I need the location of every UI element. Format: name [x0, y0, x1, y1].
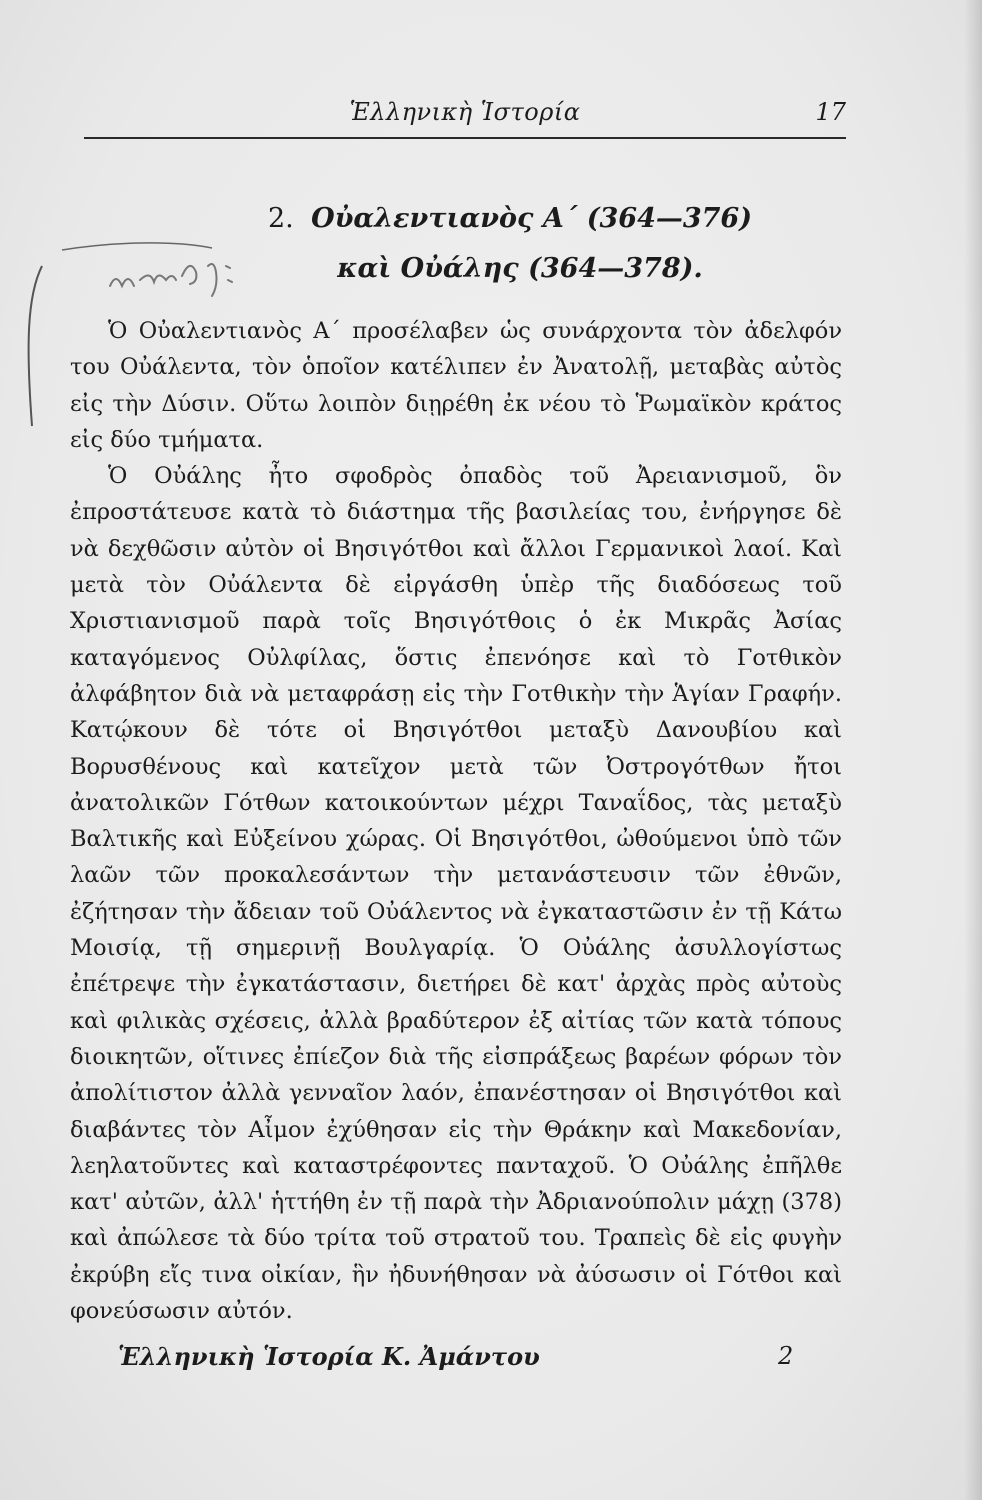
section-heading-line-1: [60, 203, 920, 234]
section-heading-line-2: [60, 253, 920, 284]
footer-sheet-number: 2: [778, 1342, 794, 1370]
section-number: 2.: [268, 203, 294, 234]
running-head: [84, 98, 846, 134]
section-title-line-1: Οὐαλεντιανὸς Α΄ (364—376): [311, 203, 752, 234]
paragraph: Ὁ Οὐάλης ἦτο σφοδρὸς ὀπαδὸς τοῦ Ἀρειανισμοῦ, ὃν ἐπροστάτευσε κατὰ τὸ διάστημα τῆς βασιλείας του, ἐνήργησε δὲ νὰ δεχθῶσιν αὐτὸν οἱ Βησιγότθοι καὶ ἄλλοι Γερμανικοὶ λαοί. Καὶ μετὰ τὸν Οὐάλεντα δὲ εἰργάσθη ὑπὲρ τῆς διαδόσεως τοῦ Χριστιανισμοῦ παρὰ τοῖς Βησιγότθοις ὁ ἐκ Μικρᾶς Ἀσίας καταγόμενος Οὐλφίλας, ὅστις ἐπενόησε καὶ τὸ Γοτθικὸν ἀλφάβητον διὰ νὰ μεταφράσῃ εἰς τὴν Γοτθικὴν τὴν Ἁγίαν Γραφήν. Κατῴκουν δὲ τότε οἱ Βησιγότθοι μεταξὺ Δανουβίου καὶ Βορυσθένους καὶ κατεῖχον μετὰ τῶν Ὀστρογότθων ἤτοι ἀνατολικῶν Γότθων κατοικούντων μέχρι Ταναΐδος, τὰς μεταξὺ Βαλτικῆς καὶ Εὐξείνου χώρας. Οἱ Βησιγότθοι, ὠθούμενοι ὑπὸ τῶν λαῶν τῶν προκαλεσάντων τὴν μετανάστευσιν τῶν ἐθνῶν, ἐζήτησαν τὴν ἄδειαν τοῦ Οὐάλεντος νὰ ἐγκαταστῶσιν ἐν τῇ Κάτω Μοισίᾳ, τῇ σημερινῇ Βουλγαρίᾳ. Ὁ Οὐάλης ἀσυλλογίστως ἐπέτρεψε τὴν ἐγκατάστασιν, διετήρει δὲ κατ' ἀρχὰς πρὸς αὐτοὺς καὶ φιλικὰς σχέσεις, ἀλλὰ βραδύτερον ἐξ αἰτίας τῶν κατὰ τόπους διοικητῶν, οἵτινες ἐπίεζον διὰ τῆς εἰσπράξεως βαρέων φόρων τὸν ἀπολίτιστον ἀλλὰ γενναῖον λαόν, ἐπανέστησαν οἱ Βησιγότθοι καὶ διαβάντες τὸν Αἶμον ἐχύθησαν εἰς τὴν Θράκην καὶ Μακεδονίαν, λεηλατοῦντες καὶ καταστρέφοντες πανταχοῦ. Ὁ Οὐάλης ἐπῆλθε κατ' αὐτῶν, ἀλλ' ἡττήθη ἐν τῇ παρὰ τὴν Ἀδριανούπολιν μάχῃ (378) καὶ ἀπώλεσε τὰ δύο τρίτα τοῦ στρατοῦ του. Τραπεὶς δὲ εἰς φυγὴν ἐκρύβη εἴς τινα οἰκίαν, ἣν ἠδυνήθησαν νὰ ἀύσωσιν οἱ Γότθοι καὶ φονεύσωσιν αὐτόν.: [70, 463, 842, 1325]
page-edge-shadow: [964, 0, 982, 1500]
header-rule: [84, 137, 846, 139]
body-text: [70, 313, 842, 1329]
page-number: 17: [815, 98, 846, 126]
paragraph: Ὁ Οὐαλεντιανὸς Α΄ προσέλαβεν ὡς συνάρχοντα τὸν ἀδελφόν του Οὐάλεντα, τὸν ὁποῖον κατέλιπεν ἐν Ἀνατολῇ, μεταβὰς αὐτὸς εἰς τὴν Δύσιν. Οὕτω λοιπὸν διῃρέθη ἐκ νέου τὸ Ῥωμαϊκὸν κράτος εἰς δύο τμήματα.: [70, 318, 842, 453]
section-title-line-2: καὶ Οὐάλης (364—378).: [337, 253, 703, 284]
footer-signature: Ἑλληνικὴ Ἱστορία Κ. Ἀμάντου: [118, 1342, 540, 1371]
running-title: Ἑλληνικὴ Ἱστορία: [349, 98, 581, 126]
